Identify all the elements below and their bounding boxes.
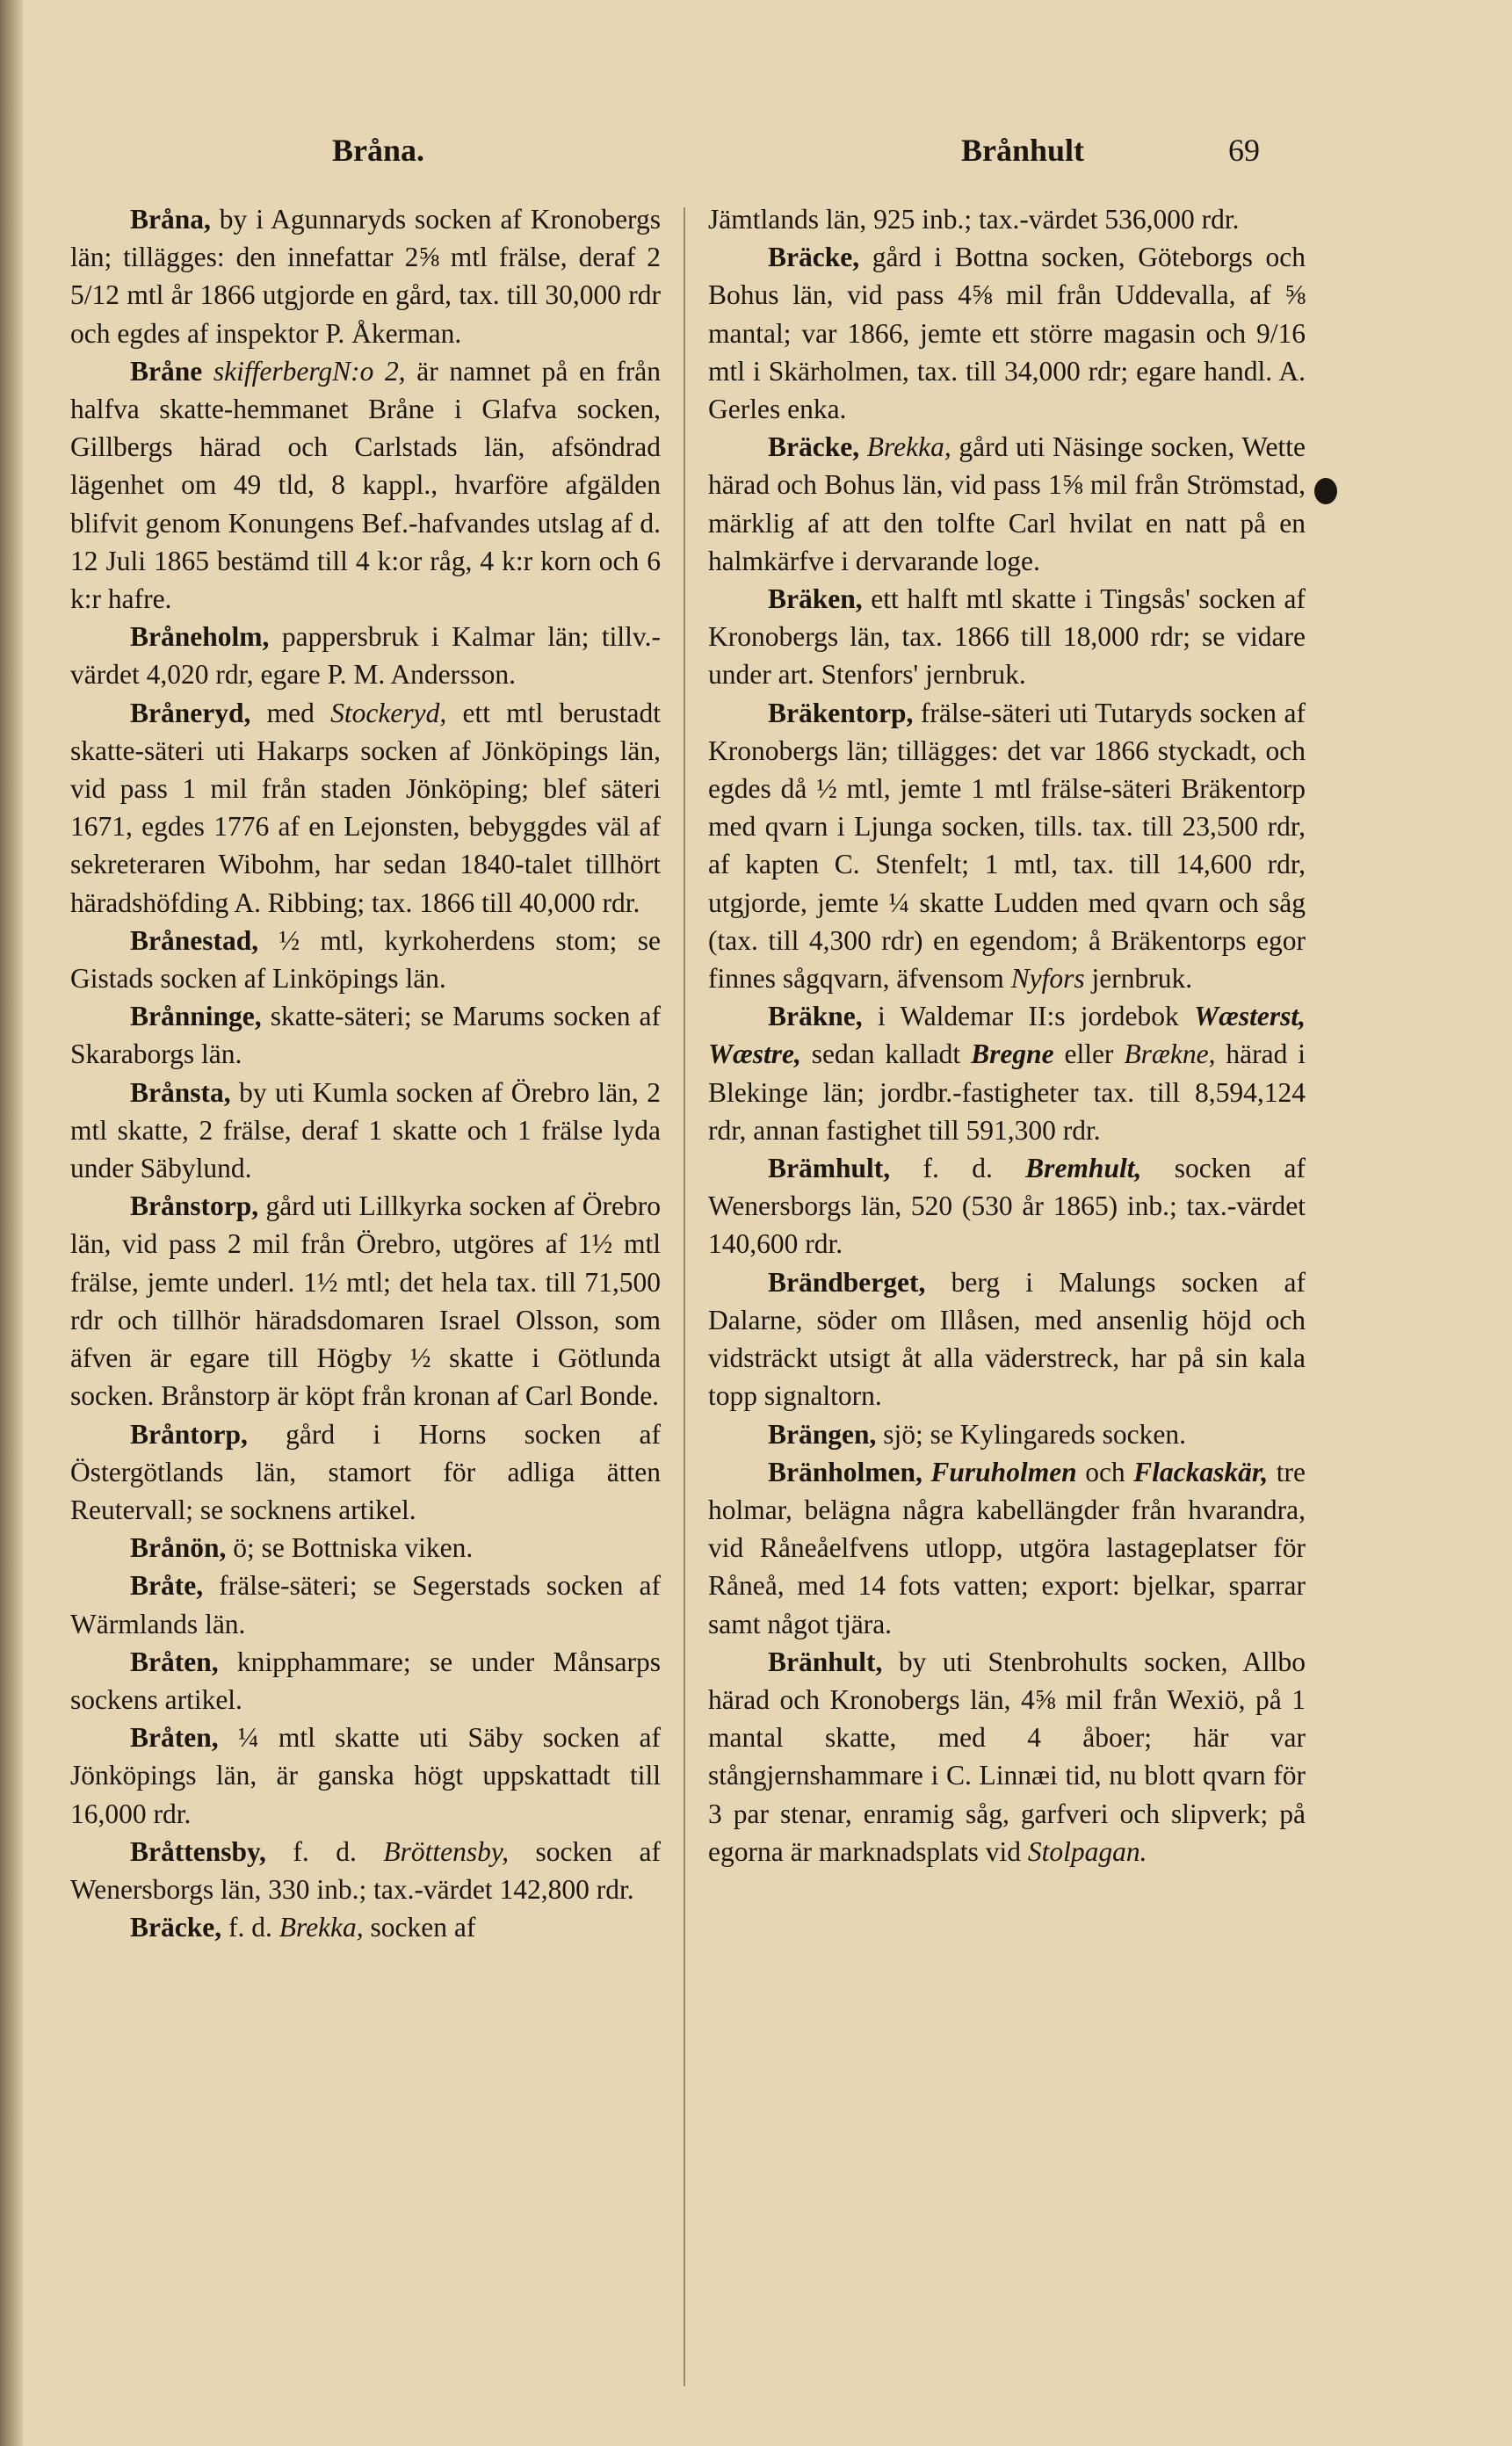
- entry-text: Stolpagan.: [1027, 1835, 1147, 1867]
- dictionary-entry: [708, 694, 1306, 998]
- dictionary-entry: [70, 1415, 661, 1530]
- left-column: [70, 200, 661, 1946]
- entry-text: [202, 356, 213, 387]
- entry-text: Furuholmen: [930, 1456, 1077, 1487]
- entry-text: Jämtlands län, 925 inb.; tax.-värdet 536,000 rdr.: [708, 204, 1240, 235]
- dictionary-entry: [708, 997, 1306, 1149]
- entry-text: socken af Wenersborgs län, 520 (530 år 1865) inb.; tax.-värdet 140,600 rdr.: [708, 1153, 1306, 1260]
- entry-text: sjö; se Kylingareds socken.: [876, 1418, 1186, 1450]
- entry-text: Flackaskär,: [1133, 1456, 1269, 1487]
- entry-headword: Bråneryd,: [130, 697, 251, 728]
- dictionary-entry: [708, 238, 1306, 428]
- entry-headword: Brånön,: [130, 1532, 227, 1564]
- dictionary-entry: [708, 1415, 1306, 1453]
- entry-text: sedan kalladt: [800, 1038, 972, 1070]
- entry-text: [859, 431, 867, 462]
- entry-text: f. d.: [221, 1912, 279, 1943]
- entry-text: by uti Stenbrohults socken, Allbo härad och Kronobergs län, 4⅝ mil från Wexiö, på 1 mantal skatte, med 4 åboer; här var stångjernshammare i C. Linnæi tid, nu blott qvarn för 3 par stenar, enramig såg, garfveri och slipverk; på egorna är marknadsplats vid: [708, 1646, 1306, 1867]
- entry-headword: Brånsta,: [130, 1076, 231, 1108]
- entry-text: gård i Bottna socken, Göteborgs och Bohus län, vid pass 4⅝ mil från Uddevalla, af ⅝ mantal; var 1866, jemte ett större magasin och 9/16 mtl i Skärholmen, tax. till 34,000 rdr; egare handl. A. Gerles enka.: [708, 242, 1306, 425]
- entry-headword: Bråten,: [130, 1722, 219, 1754]
- dictionary-entry: [70, 1719, 661, 1833]
- entry-headword: Brängen,: [768, 1418, 877, 1450]
- entry-headword: Brämhult,: [768, 1153, 891, 1184]
- dictionary-entry: [70, 997, 661, 1073]
- entry-headword: Bråna,: [130, 204, 211, 235]
- entry-headword: Brånstorp,: [130, 1190, 259, 1222]
- dictionary-entry: [70, 1187, 661, 1415]
- entry-headword: Bräken,: [768, 583, 863, 615]
- entry-text: gård i Horns socken af Östergötlands län, stamort för adliga ätten Reutervall; se socknens artikel.: [70, 1418, 661, 1525]
- entry-text: socken af: [363, 1912, 476, 1943]
- entry-text: berg i Malungs socken af Dalarne, söder om Illåsen, med ansenlig höjd och vidsträckt utsigt åt alla väderstreck, har på sin kala topp signaltorn.: [708, 1266, 1306, 1412]
- right-column: [708, 200, 1306, 1871]
- dictionary-entry: [70, 1567, 661, 1642]
- page-header: [0, 132, 1512, 185]
- right-guide-word: Brånhult: [961, 133, 1085, 168]
- entry-headword: Bränholmen,: [768, 1456, 922, 1487]
- dictionary-entry: [708, 1453, 1306, 1643]
- entry-text: pappersbruk i Kalmar län; tillv.-värdet 4,020 rdr, egare P. M. Andersson.: [70, 621, 661, 691]
- dictionary-entry: [708, 1263, 1306, 1415]
- entry-headword: Bråten,: [130, 1646, 219, 1677]
- entry-headword: Bråttensby,: [130, 1835, 266, 1867]
- entry-headword: Bränhult,: [768, 1646, 883, 1677]
- entry-text: Brekka,: [866, 431, 951, 463]
- page-number: 69: [1228, 133, 1260, 168]
- entry-text: Brekka,: [279, 1912, 364, 1943]
- entry-text: Stockeryd,: [330, 697, 447, 728]
- entry-text: härad i Blekinge län; jordbr.-fastigheter tax. till 8,594,124 rdr, annan fastighet till 591,300 rdr.: [708, 1038, 1306, 1146]
- column-divider: [684, 207, 685, 2386]
- entry-text: eller: [1053, 1038, 1125, 1070]
- entry-text: knipphammare; se under Månsarps sockens artikel.: [70, 1646, 661, 1715]
- entry-text: f. d.: [890, 1153, 1026, 1184]
- entry-headword: Brändberget,: [768, 1266, 926, 1298]
- entry-headword: Bräcke,: [768, 242, 860, 273]
- entry-text: ö; se Bottniska viken.: [226, 1532, 474, 1564]
- entry-text: i Waldemar II:s jordebok: [862, 1001, 1195, 1032]
- entry-headword: Bräcke,: [130, 1912, 222, 1943]
- dictionary-entry: [70, 694, 661, 922]
- entry-text: jernbruk.: [1084, 963, 1193, 995]
- entry-text: Nyfors: [1010, 963, 1085, 995]
- dictionary-entry: [70, 1908, 661, 1946]
- dictionary-entry: [708, 428, 1306, 580]
- entry-text: by i Agunnaryds socken af Kronobergs län; tillägges: den innefattar 2⅝ mtl frälse, deraf 2 5/12 mtl år 1866 utgjorde en gård, tax. till 30,000 rdr och egdes af inspektor P. Åkerman.: [70, 204, 661, 349]
- entry-text: och: [1076, 1456, 1134, 1487]
- entry-headword: Bräkne,: [768, 1001, 863, 1032]
- entry-text: med: [250, 697, 331, 728]
- entry-headword: Bråne: [130, 355, 203, 387]
- dictionary-entry: [70, 352, 661, 618]
- entry-headword: Bräkentorp,: [768, 697, 914, 728]
- entry-headword: Bräcke,: [768, 431, 860, 463]
- entry-text: skatte-säteri; se Marums socken af Skaraborgs län.: [70, 1001, 661, 1070]
- entry-text: Wæsterst,: [1194, 1001, 1306, 1032]
- page-edge: [0, 0, 23, 2446]
- dictionary-entry: [708, 1643, 1306, 1871]
- entry-headword: Bråntorp,: [130, 1418, 248, 1450]
- entry-text: tre holmar, belägna några kabellängder från hvarandra, vid Råneåelfvens utlopp, utgöra lastageplatser för Råneå, med 14 fots vatten; export: bjelkar, sparrar samt något tjära.: [708, 1456, 1306, 1639]
- entry-text: , är namnet på en från halfva skatte-hemmanet Bråne i Glafva socken, Gillbergs härad och Carlstads län, afsöndrad lägenhet om 49 tld, 8 kappl., hvarföre afgälden blifvit genom Konungens Bef.-hafvandes utslag af d. 12 Juli 1865 bestämd till 4 k:or råg, 4 k:r korn och 6 k:r hafre.: [70, 355, 662, 615]
- entry-text: by uti Kumla socken af Örebro län, 2 mtl skatte, 2 frälse, deraf 1 skatte och 1 frälse lyda under Säbylund.: [70, 1076, 661, 1184]
- dictionary-entry: [70, 1643, 661, 1719]
- entry-text: ett halft mtl skatte i Tingsås' socken af Kronobergs län, tax. 1866 till 18,000 rdr; se vidare under art. Stenfors' jernbruk.: [708, 583, 1306, 691]
- entry-text: ½ mtl, kyrkoherdens stom; se Gistads socken af Linköpings län.: [70, 924, 661, 995]
- entry-text: f. d.: [265, 1835, 384, 1867]
- ink-blot: [1314, 478, 1337, 504]
- entry-text: N:o 2: [332, 355, 399, 387]
- dictionary-entry: [70, 922, 661, 997]
- entry-text: frälse-säteri; se Segerstads socken af Wärmlands län.: [70, 1570, 661, 1639]
- left-guide-word: Bråna.: [332, 133, 425, 168]
- dictionary-entry: [70, 1833, 661, 1908]
- dictionary-entry: [708, 1149, 1306, 1263]
- entry-text: ¼ mtl skatte uti Säby socken af Jönköpings län, är ganska högt uppskattadt till 16,000 rdr.: [70, 1722, 661, 1829]
- dictionary-entry: [708, 580, 1306, 694]
- entry-text: ett mtl berustadt skatte-säteri uti Hakarps socken af Jönköpings län, vid pass 1 mil från staden Jönköping; blef säteri 1671, egdes 1776 af en Lejonsten, bebyggdes väl af sekreteraren Wibohm, har sedan 1840-talet tillhört häradshöfding A. Ribbing; tax. 1866 till 40,000 rdr.: [70, 697, 661, 918]
- entry-text: gård uti Lillkyrka socken af Örebro län, vid pass 2 mil från Örebro, utgöres af 1½ mtl frälse, jemte underl. 1½ mtl; det hela tax. till 71,500 rdr och tillhör häradsdomaren Israel Olsson, som äfven är egare till Högby ½ skatte i Götlunda socken. Brånstorp är köpt från kronan af Carl Bonde.: [70, 1190, 661, 1412]
- dictionary-entry: [70, 618, 661, 693]
- dictionary-entry: [70, 200, 661, 352]
- entry-text: socken af Wenersborgs län, 330 inb.; tax.-värdet 142,800 rdr.: [70, 1835, 661, 1905]
- entry-text: gård uti Näsinge socken, Wette härad och Bohus län, vid pass 1⅝ mil från Strömstad, märklig af att den tolfte Carl hvilat en natt på en halmkärfve i dervarande loge.: [708, 431, 1306, 576]
- entry-headword: Bråneholm,: [130, 621, 270, 653]
- entry-text: [922, 1457, 930, 1487]
- entry-text: Wæstre,: [708, 1038, 801, 1070]
- entry-headword: Bråte,: [130, 1570, 204, 1602]
- entry-text: frälse-säteri uti Tutaryds socken af Kronobergs län; tillägges: det var 1866 styckadt, och egdes då ½ mtl, jemte 1 mtl frälse-säteri Bräkentorp med qvarn i Ljunga socken, tills. tax. till 23,500 rdr, af kapten C. Stenfelt; 1 mtl, tax. till 14,600 rdr, utgjorde, jemte ¼ skatte Ludden med qvarn och såg (tax. till 4,300 rdr) en egendom; å Bräkentorps egor finnes sågqvarn, äfvensom: [708, 697, 1306, 995]
- entry-headword: Brånninge,: [130, 1001, 262, 1032]
- dictionary-entry: [70, 1074, 661, 1188]
- entry-text: Bregne: [971, 1038, 1054, 1070]
- dictionary-entry: [708, 200, 1306, 238]
- entry-text: Bröttensby,: [383, 1835, 510, 1867]
- entry-text: skifferberg: [213, 355, 333, 387]
- entry-text: Bremhult,: [1025, 1153, 1142, 1184]
- entry-headword: Brånestad,: [130, 924, 259, 956]
- entry-text: Brækne,: [1124, 1038, 1216, 1070]
- dictionary-entry: [70, 1529, 661, 1567]
